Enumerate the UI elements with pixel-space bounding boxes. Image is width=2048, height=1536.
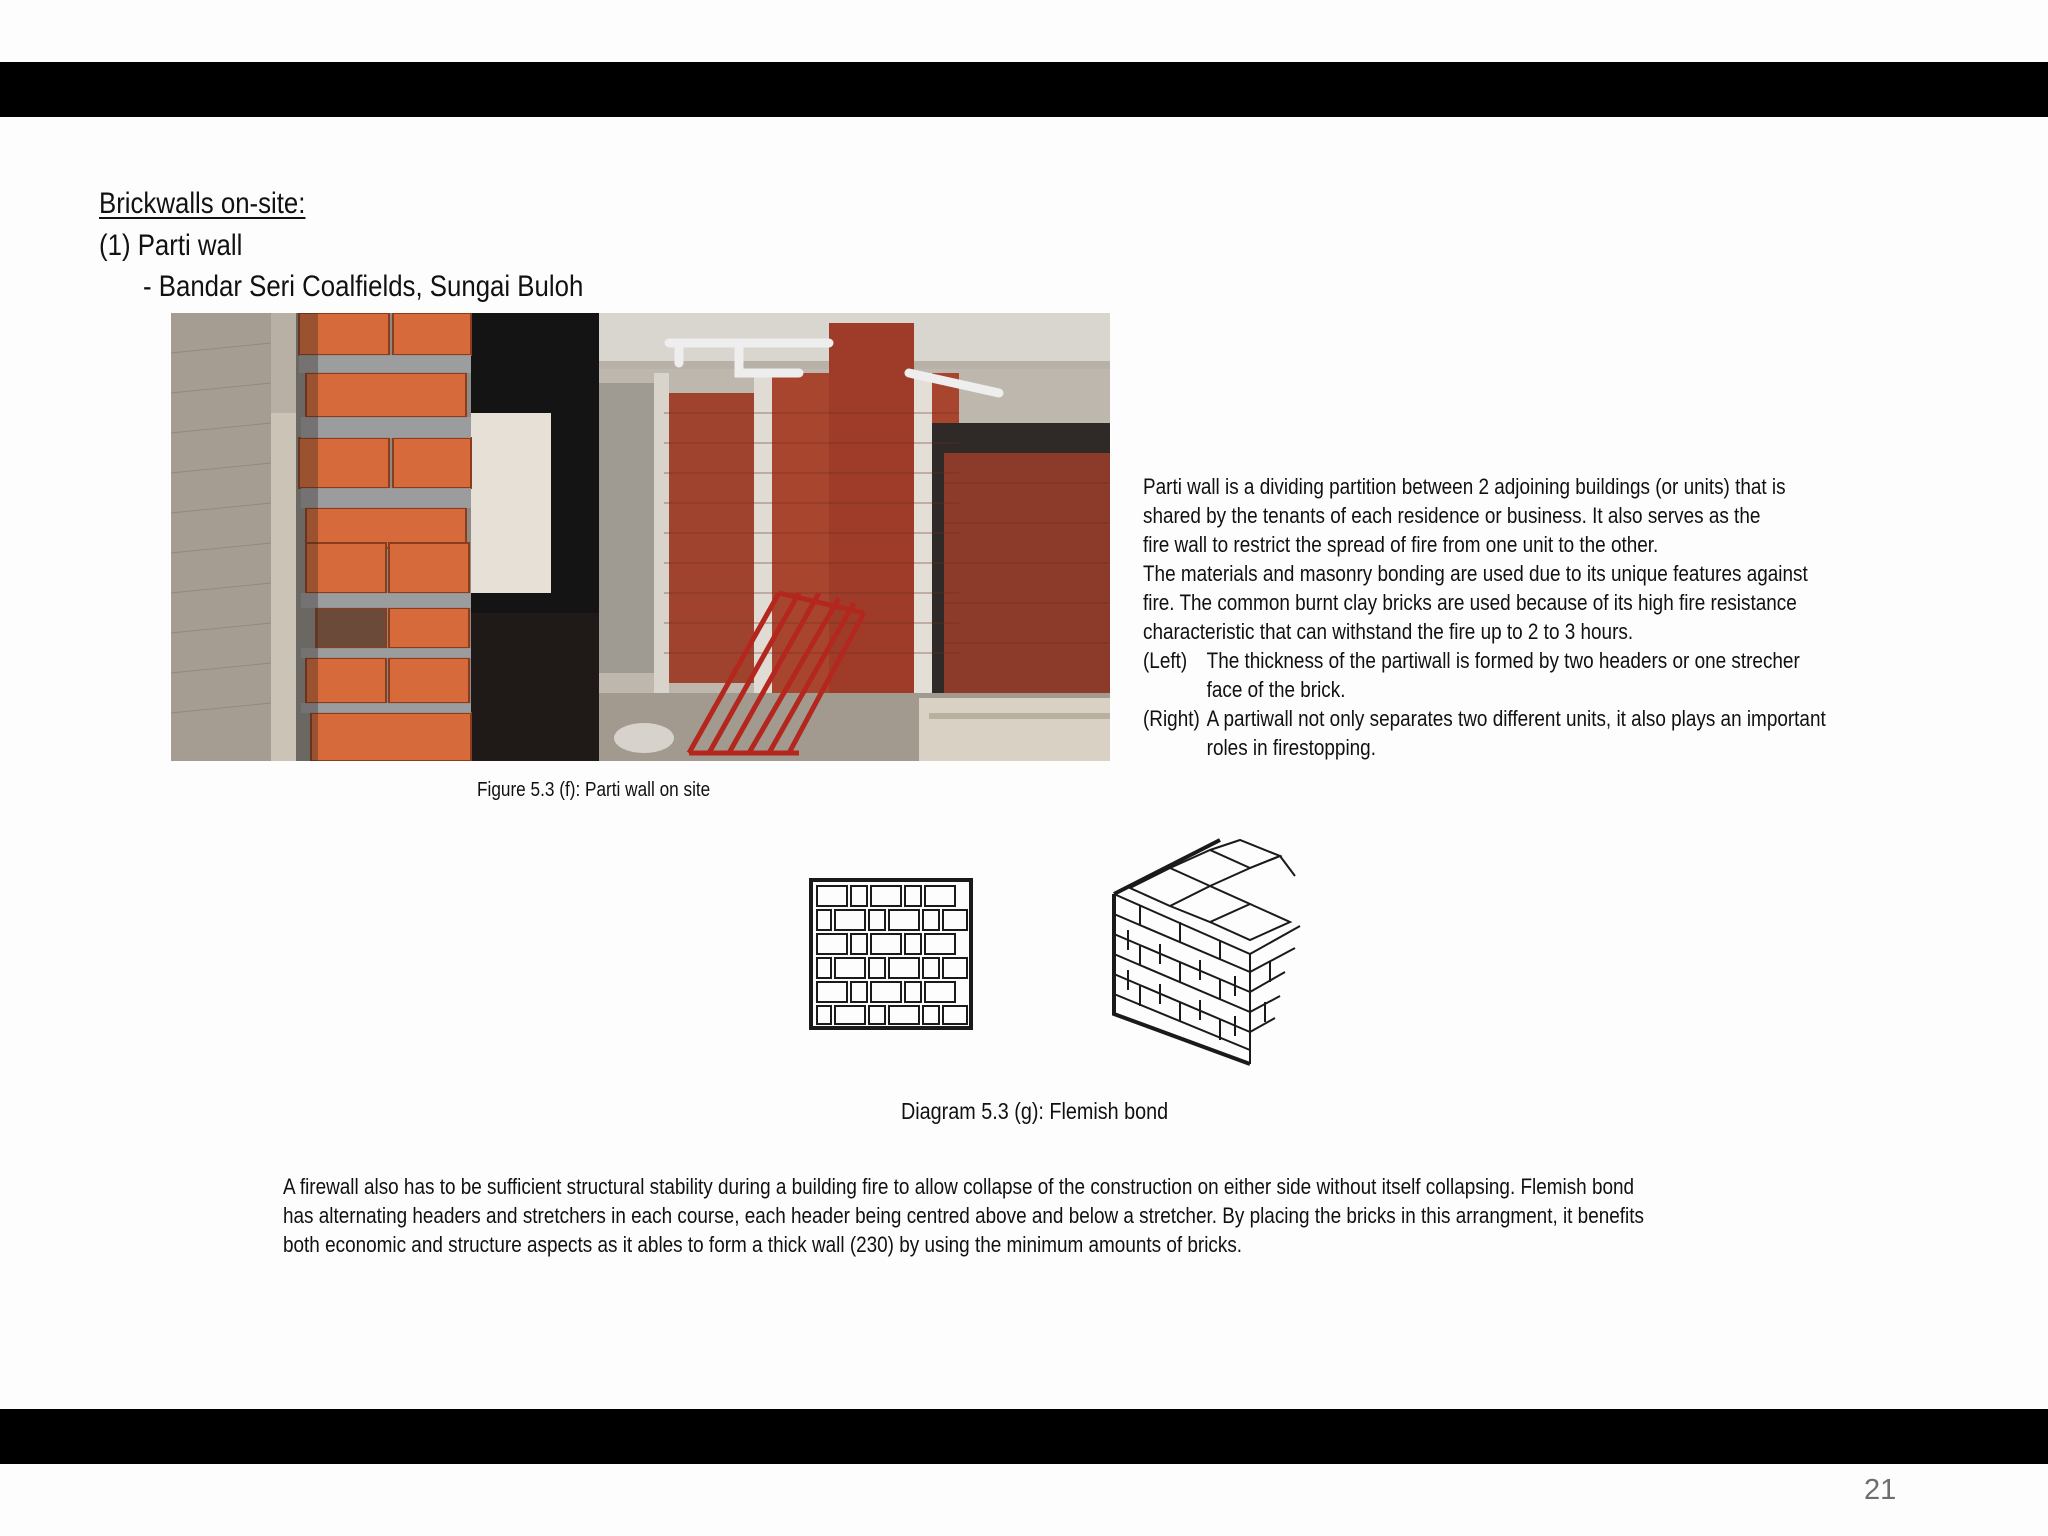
firewall-paragraph bbox=[283, 1172, 1797, 1259]
description-line: fire wall to restrict the spread of fire from one unit to the other. bbox=[1143, 532, 1659, 557]
description-line: Parti wall is a dividing partition between 2 adjoining buildings (or units) that is bbox=[1143, 474, 1786, 499]
description-line: shared by the tenants of each residence or business. It also serves as the bbox=[1143, 503, 1761, 528]
wall-type-heading: (1) Parti wall bbox=[99, 229, 243, 262]
paragraph-line: A firewall also has to be sufficient structural stability during a building fire to allow collapse of the construction on either side without itself collapsing. Flemish bond bbox=[283, 1174, 1635, 1199]
figure-caption: Figure 5.3 (f): Parti wall on site bbox=[477, 779, 711, 801]
note-line: roles in firestopping. bbox=[1206, 735, 1376, 760]
parti-wall-building-photo bbox=[599, 313, 1110, 761]
flemish-bond-isometric-sketch bbox=[1110, 836, 1305, 1071]
description-line: characteristic that can withstand the fire up to 2 to 3 hours. bbox=[1143, 619, 1634, 644]
description-line: The materials and masonry bonding are used due to its unique features against bbox=[1143, 561, 1808, 586]
note-tag: (Left) bbox=[1143, 648, 1188, 673]
diagram-caption: Diagram 5.3 (g): Flemish bond bbox=[901, 1098, 1169, 1124]
flemish-bond-elevation-sketch bbox=[805, 872, 980, 1032]
left-note bbox=[1143, 646, 1883, 704]
section-heading: Brickwalls on-site: bbox=[99, 187, 306, 220]
parti-wall-description bbox=[1143, 472, 1883, 762]
note-tag: (Right) bbox=[1143, 706, 1200, 731]
description-line: fire. The common burnt clay bricks are used because of its high fire resistance bbox=[1143, 590, 1797, 615]
top-band bbox=[0, 62, 2048, 117]
parti-wall-closeup-photo bbox=[171, 313, 599, 761]
right-note bbox=[1143, 704, 1883, 762]
bottom-band bbox=[0, 1409, 2048, 1464]
note-line: A partiwall not only separates two different units, it also plays an important bbox=[1206, 706, 1826, 731]
page-number: 21 bbox=[1864, 1474, 1897, 1506]
paragraph-line: both economic and structure aspects as it ables to form a thick wall (230) by using the minimum amounts of bricks. bbox=[283, 1232, 1243, 1257]
note-line: The thickness of the partiwall is formed by two headers or one strecher bbox=[1206, 648, 1800, 673]
paragraph-line: has alternating headers and stretchers in each course, each header being centred above and below a stretcher. By placing the bricks in this arrangment, it benefits bbox=[283, 1203, 1644, 1228]
note-line: face of the brick. bbox=[1206, 677, 1346, 702]
site-location: - Bandar Seri Coalfields, Sungai Buloh bbox=[143, 270, 584, 303]
